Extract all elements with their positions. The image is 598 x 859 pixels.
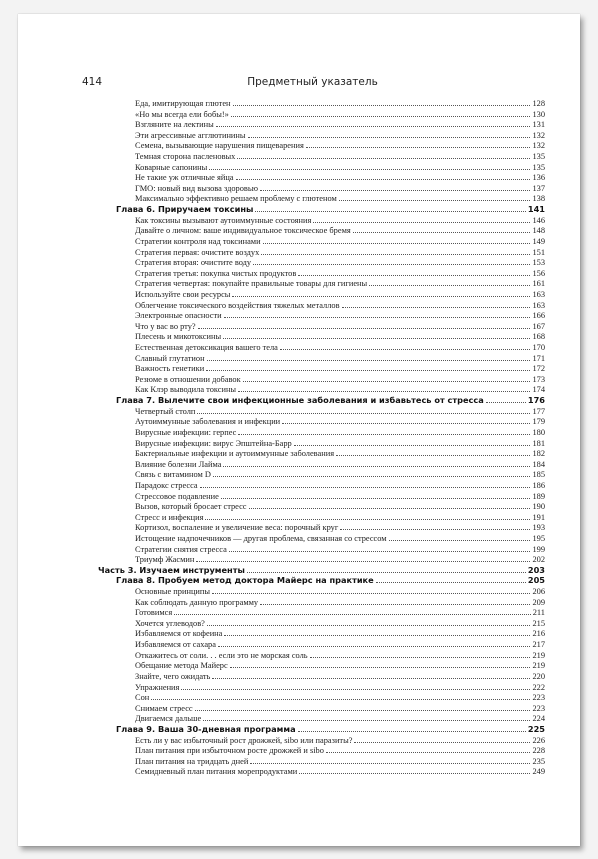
toc-entry-title: Парадокс стресса — [135, 480, 198, 490]
leader-dots — [353, 225, 531, 233]
toc-entry — [98, 119, 545, 130]
leader-dots — [336, 448, 530, 456]
toc-entry — [98, 321, 545, 332]
leader-dots — [339, 193, 531, 201]
leader-dots — [209, 162, 530, 170]
toc-entry — [98, 735, 545, 746]
toc-page-number: 203 — [527, 564, 545, 575]
toc-entry — [98, 140, 545, 151]
toc-page-number: 161 — [532, 279, 545, 289]
toc-entry-title: Семена, вызывающие нарушения пищеварения — [135, 141, 304, 151]
toc-entry-title: Основные принципы — [135, 587, 211, 597]
toc-entry-title: Взгляните на лектины — [135, 120, 214, 130]
toc-page-number: 167 — [532, 321, 545, 331]
leader-dots — [200, 480, 531, 488]
toc-page-number: 191 — [532, 512, 545, 522]
toc-entry — [98, 268, 545, 279]
toc-page-number: 138 — [532, 194, 545, 204]
toc-entry — [98, 628, 545, 639]
leader-dots — [223, 459, 530, 467]
toc-entry-title: Истощение надпочечников — другая проблема, связанная со стрессом — [135, 533, 387, 543]
toc-entry — [98, 98, 545, 109]
toc-entry-title: Глава 6. Приручаем токсины — [116, 204, 254, 215]
toc-page-number: 141 — [527, 204, 545, 215]
toc-entry — [98, 703, 545, 714]
toc-entry — [98, 193, 545, 204]
toc-page-number: 249 — [532, 767, 545, 777]
toc-entry-title: Готовимся — [135, 608, 173, 618]
toc-page-number: 199 — [532, 544, 545, 554]
toc-entry — [98, 109, 545, 120]
toc-page-number: 174 — [532, 385, 545, 395]
toc-entry — [98, 480, 545, 491]
toc-entry-title: Сон — [135, 693, 150, 703]
toc-page-number: 171 — [532, 353, 545, 363]
leader-dots — [249, 501, 531, 509]
leader-dots — [238, 384, 530, 392]
toc-entry-title: Стратегия третья: покупка чистых продуктов — [135, 268, 297, 278]
toc-entry — [98, 618, 545, 629]
leader-dots — [233, 98, 531, 106]
toc-entry — [98, 522, 545, 533]
toc-entry-title: Стресс и инфекция — [135, 512, 204, 522]
toc-entry-title: Как соблюдать данную программу — [135, 597, 259, 607]
toc-entry-title: Глава 7. Вылечите свои инфекционные заболевания и избавьтесь от стресса — [116, 395, 484, 406]
toc-entry-title: Вирусные инфекции: герпес — [135, 427, 237, 437]
toc-entry-title: Как Клэр выводила токсины — [135, 385, 237, 395]
toc-entry-title: Стратегии снятия стресса — [135, 544, 227, 554]
toc-page-number: 135 — [532, 152, 545, 162]
toc-entry — [98, 745, 545, 756]
toc-page-number: 177 — [532, 406, 545, 416]
toc-entry-title: Что у вас во рту? — [135, 321, 196, 331]
leader-dots — [261, 247, 530, 255]
toc-page-number: 228 — [532, 746, 545, 756]
toc-entry — [98, 384, 545, 395]
toc-page-number: 131 — [532, 120, 545, 130]
toc-entry-title: Избавляемся от сахара — [135, 640, 216, 650]
leader-dots — [212, 671, 530, 679]
leader-dots — [260, 183, 530, 191]
toc-entry — [98, 586, 545, 597]
toc-page-number: 217 — [532, 640, 545, 650]
toc-page-number: 170 — [532, 343, 545, 353]
toc-page-number: 209 — [532, 597, 545, 607]
leader-dots — [369, 278, 530, 286]
toc-entry-title: ГМО: новый вид вызова здоровью — [135, 183, 258, 193]
toc-chapter — [98, 204, 545, 215]
toc-entry-title: Темная сторона пасленовых — [135, 152, 236, 162]
toc-entry-title: Плесень и микотоксины — [135, 332, 222, 342]
toc-entry-title: Стратегия вторая: очистите воду — [135, 258, 252, 268]
toc-entry — [98, 406, 545, 417]
toc-entry-title: План питания при избыточном росте дрожжей и sibo — [135, 746, 324, 756]
toc-entry — [98, 278, 545, 289]
toc-entry-title: Коварные сапонины — [135, 162, 208, 172]
leader-dots — [306, 140, 531, 148]
toc-entry — [98, 671, 545, 682]
toc-page-number: 179 — [532, 417, 545, 427]
toc-entry — [98, 501, 545, 512]
toc-entry-title: Хочется углеводов? — [135, 618, 205, 628]
toc-entry-title: Стрессовое подавление — [135, 491, 219, 501]
toc-entry — [98, 533, 545, 544]
toc-entry — [98, 650, 545, 661]
toc-entry — [98, 427, 545, 438]
toc-entry — [98, 607, 545, 618]
leader-dots — [340, 522, 530, 530]
toc-entry — [98, 162, 545, 173]
toc-entry — [98, 300, 545, 311]
toc-entry-title: Естественная детоксикация вашего тела — [135, 343, 278, 353]
toc-entry — [98, 682, 545, 693]
toc-entry — [98, 448, 545, 459]
leader-dots — [229, 544, 531, 552]
leader-dots — [237, 151, 530, 159]
toc-entry-title: Двигаемся дальше — [135, 714, 202, 724]
toc-entry — [98, 374, 545, 385]
toc-page-number: 223 — [532, 693, 545, 703]
toc-page-number: 176 — [527, 395, 545, 406]
leader-dots — [313, 215, 530, 223]
leader-dots — [213, 469, 530, 477]
leader-dots — [231, 109, 531, 117]
leader-dots — [298, 724, 526, 732]
running-title: Предметный указатель — [247, 76, 378, 88]
toc-entry-title: Эти агрессивные агглютинины — [135, 130, 246, 140]
toc-page-number: 180 — [532, 427, 545, 437]
toc-page-number: 146 — [532, 215, 545, 225]
toc-entry-title: Влияние болезни Лайма — [135, 459, 222, 469]
toc-entry-title: Кортизол, воспаление и увеличение веса: порочный круг — [135, 523, 339, 533]
toc-entry — [98, 353, 545, 364]
toc-entry — [98, 257, 545, 268]
toc-page-number: 137 — [532, 183, 545, 193]
leader-dots — [255, 204, 525, 212]
toc-chapter — [98, 724, 545, 735]
leader-dots — [236, 172, 531, 180]
toc-page-number: 151 — [532, 247, 545, 257]
leader-dots — [181, 682, 530, 690]
toc-entry-title: Не такие уж отличные яйца — [135, 173, 234, 183]
toc-entry — [98, 363, 545, 374]
leader-dots — [298, 268, 530, 276]
toc-entry-title: Глава 8. Пробуем метод доктора Майерс на практике — [116, 575, 374, 586]
toc-entry-title: Знайте, чего ожидать — [135, 671, 211, 681]
toc-page-number: 219 — [532, 661, 545, 671]
toc-entry-title: Вирусные инфекции: вирус Эпштейна-Барр — [135, 438, 292, 448]
toc-entry — [98, 597, 545, 608]
toc-page-number: 235 — [532, 756, 545, 766]
leader-dots — [280, 342, 531, 350]
toc-entry-title: Облегчение токсического воздействия тяжелых металлов — [135, 300, 340, 310]
leader-dots — [212, 586, 530, 594]
leader-dots — [205, 512, 530, 520]
toc-page-number: 168 — [532, 332, 545, 342]
toc-page-number: 216 — [532, 629, 545, 639]
toc-entry-title: Стратегия первая: очистите воздух — [135, 247, 260, 257]
toc-entry — [98, 310, 545, 321]
toc-page-number: 220 — [532, 671, 545, 681]
leader-dots — [310, 650, 531, 658]
leader-dots — [203, 713, 530, 721]
table-of-contents — [98, 98, 545, 777]
leader-dots — [253, 257, 530, 265]
leader-dots — [250, 756, 530, 764]
toc-entry-title: План питания на тридцать дней — [135, 756, 249, 766]
toc-page-number: 166 — [532, 311, 545, 321]
leader-dots — [207, 618, 531, 626]
toc-page-number: 206 — [532, 587, 545, 597]
toc-chapter — [98, 575, 545, 586]
toc-page-number: 163 — [532, 289, 545, 299]
toc-page-number: 222 — [532, 682, 545, 692]
toc-page-number: 184 — [532, 459, 545, 469]
toc-page-number: 156 — [532, 268, 545, 278]
toc-page-number: 132 — [532, 130, 545, 140]
leader-dots — [216, 119, 531, 127]
toc-entry-title: Еда, имитирующая глютен — [135, 99, 231, 108]
leader-dots — [238, 427, 530, 435]
toc-entry-title: Вызов, который бросает стресс — [135, 502, 247, 512]
leader-dots — [294, 438, 531, 446]
toc-page-number: 224 — [532, 714, 545, 724]
toc-entry-title: Бактериальные инфекции и аутоиммунные заболевания — [135, 449, 335, 459]
leader-dots — [243, 374, 531, 382]
toc-entry-title: Глава 9. Ваша 30-дневная программа — [116, 723, 296, 734]
toc-page-number: 163 — [532, 300, 545, 310]
toc-page-number: 186 — [532, 480, 545, 490]
toc-entry — [98, 236, 545, 247]
toc-page-number: 193 — [532, 523, 545, 533]
leader-dots — [223, 331, 530, 339]
toc-entry-title: «Но мы всегда ели бобы!» — [135, 109, 229, 119]
toc-page-number: 173 — [532, 374, 545, 384]
toc-entry — [98, 289, 545, 300]
toc-entry — [98, 554, 545, 565]
toc-entry-title: Славный глутатион — [135, 353, 205, 363]
leader-dots — [197, 406, 530, 414]
toc-page-number: 182 — [532, 449, 545, 459]
toc-page-number: 195 — [532, 533, 545, 543]
toc-entry — [98, 438, 545, 449]
toc-page-number: 128 — [532, 99, 545, 108]
page-number: 414 — [82, 76, 103, 88]
toc-entry-title: Снимаем стресс — [135, 703, 193, 713]
toc-entry-title: Обещание метода Майерс — [135, 661, 228, 671]
toc-page-number: 223 — [532, 703, 545, 713]
toc-entry — [98, 183, 545, 194]
toc-page-number: 172 — [532, 364, 545, 374]
toc-entry — [98, 491, 545, 502]
leader-dots — [326, 745, 531, 753]
toc-entry-title: Семидневный план питания морепродуктами — [135, 767, 298, 777]
toc-entry — [98, 130, 545, 141]
toc-entry — [98, 247, 545, 258]
toc-entry — [98, 713, 545, 724]
leader-dots — [299, 766, 530, 774]
toc-entry-title: Триумф Жасмин — [135, 555, 195, 565]
toc-entry — [98, 544, 545, 555]
toc-page-number: 181 — [532, 438, 545, 448]
leader-dots — [207, 353, 531, 361]
toc-page-number: 136 — [532, 173, 545, 183]
toc-entry — [98, 469, 545, 480]
leader-dots — [224, 628, 530, 636]
toc-entry-title: Связь с витамином D — [135, 470, 211, 480]
leader-dots — [198, 321, 531, 329]
toc-entry — [98, 639, 545, 650]
toc-part — [98, 565, 545, 576]
toc-entry-title: Используйте свои ресурсы — [135, 289, 231, 299]
toc-entry-title: Стратегия четвертая: покупайте правильные товары для гигиены — [135, 279, 368, 289]
toc-entry-title: Есть ли у вас избыточный рост дрожжей, sibo или паразиты? — [135, 735, 353, 745]
toc-entry — [98, 660, 545, 671]
leader-dots — [354, 735, 530, 743]
page-header — [80, 76, 545, 92]
toc-entry — [98, 416, 545, 427]
leader-dots — [230, 660, 531, 668]
toc-entry — [98, 151, 545, 162]
toc-page-number: 135 — [532, 162, 545, 172]
leader-dots — [486, 395, 526, 403]
toc-entry — [98, 172, 545, 183]
toc-entry-title: Четвертый столп — [135, 406, 196, 416]
toc-page-number: 185 — [532, 470, 545, 480]
leader-dots — [248, 130, 531, 138]
toc-entry — [98, 766, 545, 777]
toc-entry-title: Резюме в отношении добавок — [135, 374, 241, 384]
toc-page-number: 225 — [527, 723, 545, 734]
leader-dots — [195, 703, 531, 711]
toc-page-number: 149 — [532, 236, 545, 246]
toc-entry — [98, 512, 545, 523]
toc-entry-title: Давайте о личном: ваше индивидуальное токсическое бремя — [135, 226, 351, 236]
toc-entry — [98, 342, 545, 353]
toc-entry — [98, 692, 545, 703]
leader-dots — [232, 289, 530, 297]
toc-page-number: 202 — [532, 555, 545, 565]
leader-dots — [342, 300, 531, 308]
leader-dots — [247, 565, 526, 573]
toc-entry-title: Электронные опасности — [135, 311, 222, 321]
toc-entry — [98, 225, 545, 236]
leader-dots — [282, 416, 530, 424]
toc-entry-title: Как токсины вызывают аутоиммунные состояния — [135, 215, 312, 225]
toc-entry-title: Часть 3. Изучаем инструменты — [98, 564, 245, 575]
toc-page-number: 132 — [532, 141, 545, 151]
toc-page-number: 215 — [532, 618, 545, 628]
toc-entry — [98, 459, 545, 470]
toc-page-number: 153 — [532, 258, 545, 268]
toc-page-number: 130 — [532, 109, 545, 119]
toc-page-number: 189 — [532, 491, 545, 501]
toc-entry — [98, 756, 545, 767]
leader-dots — [206, 363, 530, 371]
toc-entry-title: Откажитесь от соли. . . если это не морская соль — [135, 650, 308, 660]
leader-dots — [376, 575, 526, 583]
toc-page-number: 205 — [527, 575, 545, 586]
leader-dots — [224, 310, 531, 318]
toc-entry — [98, 331, 545, 342]
leader-dots — [260, 597, 530, 605]
toc-entry-title: Важность генетики — [135, 364, 205, 374]
leader-dots — [389, 533, 531, 541]
leader-dots — [174, 607, 531, 615]
toc-page-number: 190 — [532, 502, 545, 512]
toc-entry — [98, 215, 545, 226]
book-page — [18, 14, 580, 846]
toc-page-number: 219 — [532, 650, 545, 660]
toc-entry-title: Избавляемся от кофеина — [135, 629, 223, 639]
leader-dots — [196, 554, 530, 562]
toc-page-number: 211 — [532, 608, 545, 618]
toc-page-number: 148 — [532, 226, 545, 236]
leader-dots — [221, 491, 531, 499]
leader-dots — [218, 639, 530, 647]
toc-entry-title: Максимально эффективно решаем проблему с глютеном — [135, 194, 337, 204]
toc-chapter — [98, 395, 545, 406]
toc-entry-title: Упражнения — [135, 682, 180, 692]
leader-dots — [263, 236, 531, 244]
leader-dots — [151, 692, 530, 700]
toc-page-number: 226 — [532, 735, 545, 745]
toc-entry-title: Аутоиммунные заболевания и инфекции — [135, 417, 281, 427]
toc-entry-title: Стратегии контроля над токсинами — [135, 236, 261, 246]
